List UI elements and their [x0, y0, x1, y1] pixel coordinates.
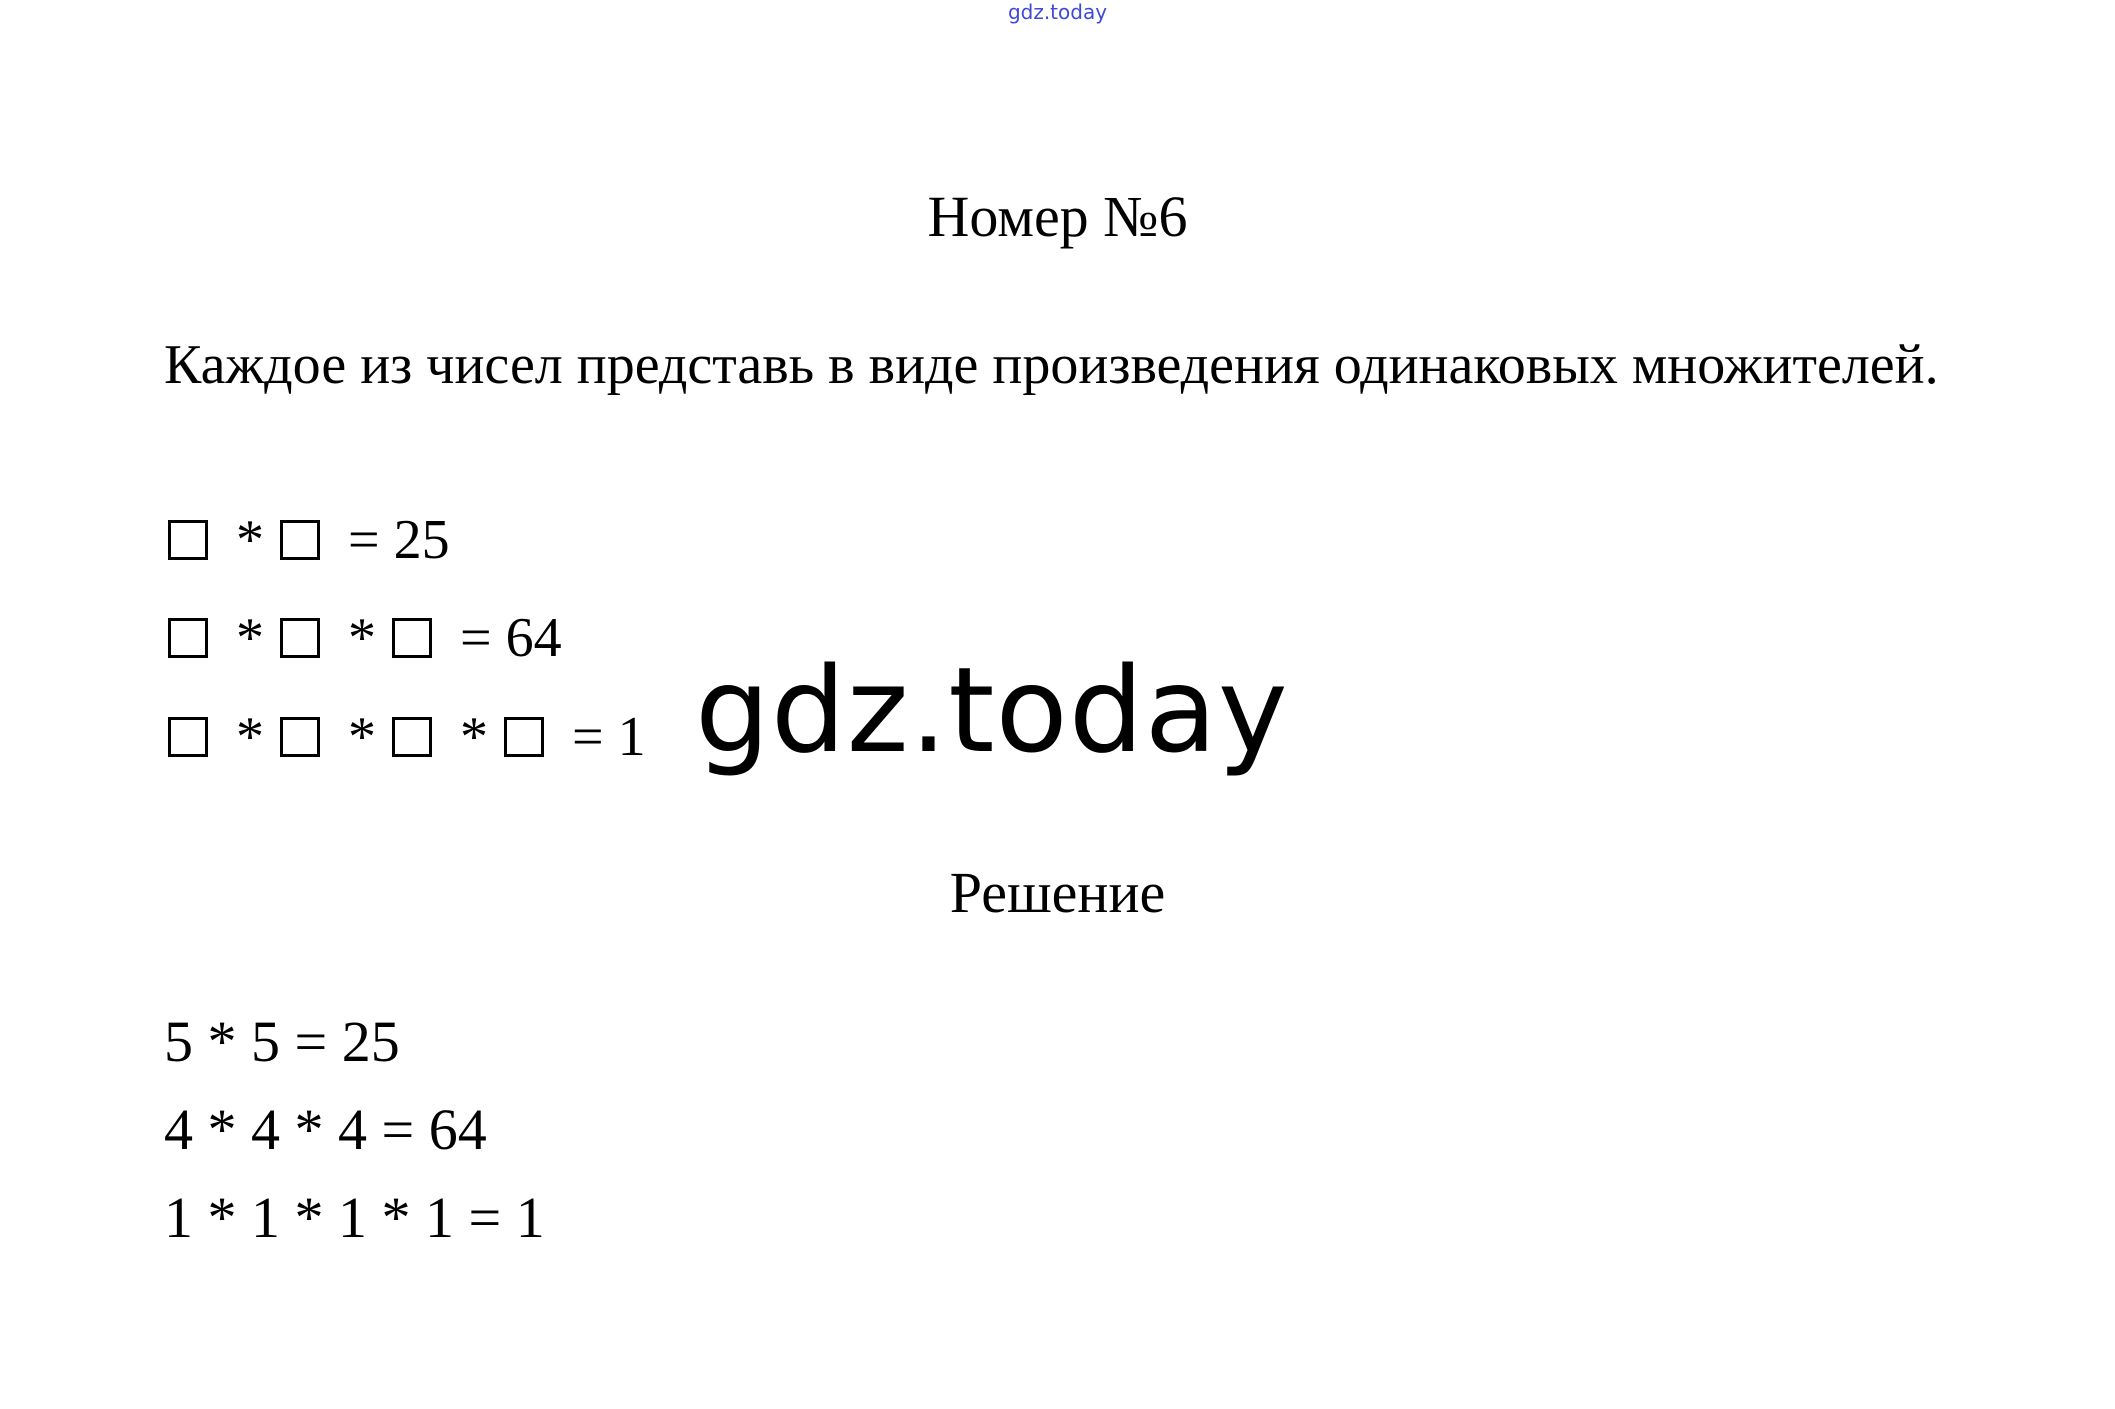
- blank-box[interactable]: [392, 717, 432, 757]
- header-watermark: gdz.today: [1007, 0, 1108, 24]
- equation-result: = 25: [348, 509, 450, 571]
- blank-box[interactable]: [504, 717, 544, 757]
- equation-row-25: [168, 508, 450, 572]
- blank-box[interactable]: [168, 520, 208, 560]
- multiply-sign: *: [236, 706, 264, 768]
- multiply-sign: *: [460, 706, 488, 768]
- blank-box[interactable]: [280, 520, 320, 560]
- blank-box[interactable]: [392, 618, 432, 658]
- blank-box[interactable]: [168, 618, 208, 658]
- multiply-sign: *: [348, 607, 376, 669]
- solution-line: 4 * 4 * 4 = 64: [164, 1097, 487, 1162]
- solution-line: 1 * 1 * 1 * 1 = 1: [164, 1185, 545, 1250]
- page-title: Номер №6: [927, 184, 1188, 249]
- blank-box[interactable]: [168, 717, 208, 757]
- blank-box[interactable]: [280, 618, 320, 658]
- blank-box[interactable]: [280, 717, 320, 757]
- multiply-sign: *: [348, 706, 376, 768]
- equation-result: = 64: [460, 607, 562, 669]
- equation-row-64: [168, 606, 562, 670]
- equation-result: = 1: [572, 706, 646, 768]
- multiply-sign: *: [236, 607, 264, 669]
- solution-heading: Решение: [949, 860, 1166, 925]
- multiply-sign: *: [236, 509, 264, 571]
- task-text: Каждое из чисел представь в виде произведения одинаковых множителей.: [164, 334, 1939, 396]
- watermark-logo: gdz.today: [695, 641, 1289, 779]
- solution-line: 5 * 5 = 25: [164, 1009, 400, 1074]
- equation-row-1: [168, 705, 646, 769]
